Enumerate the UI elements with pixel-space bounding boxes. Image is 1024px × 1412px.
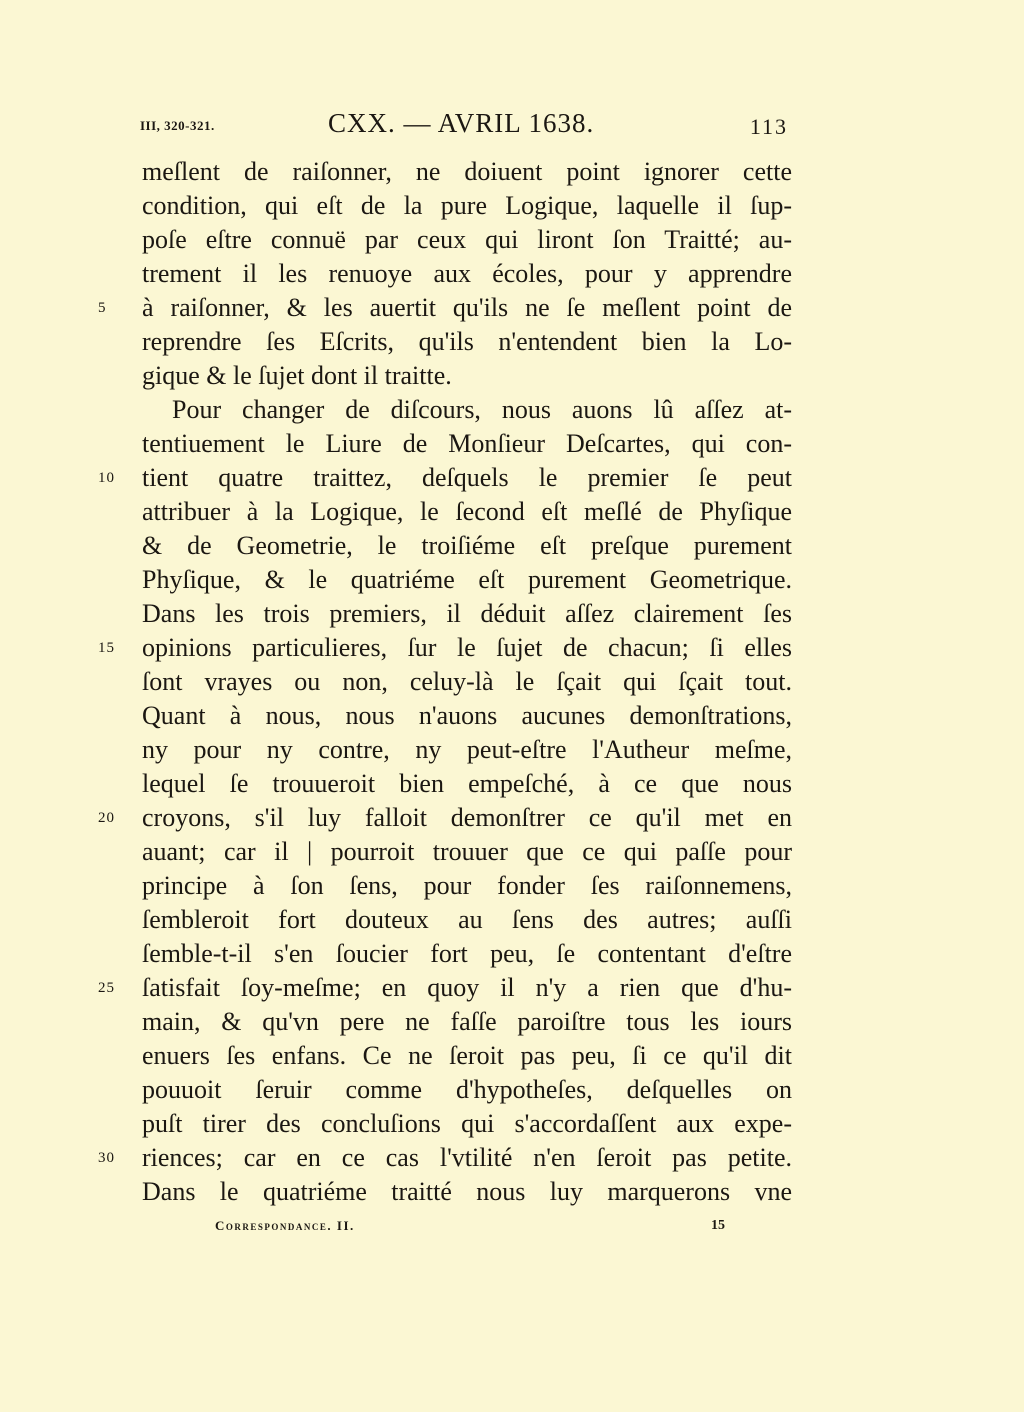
text-line: & de Geometrie, le troiſiéme eſt preſque purement bbox=[142, 531, 792, 560]
text-line: attribuer à la Logique, le ſecond eſt meſlé de Phyſique bbox=[142, 497, 792, 526]
text-line: ny pour ny contre, ny peut-eſtre l'Autheur meſme, bbox=[142, 735, 792, 764]
page-number: 113 bbox=[749, 114, 788, 139]
line-number: 20 bbox=[98, 810, 115, 826]
line-number: 15 bbox=[98, 640, 115, 656]
text-line: Phyſique, & le quatriéme eſt purement Geometrique. bbox=[142, 565, 792, 594]
line-number: 5 bbox=[98, 300, 107, 316]
text-line: ſont vrayes ou non, celuy-là le ſçait qui ſçait tout. bbox=[142, 667, 792, 696]
text-line: poſe eſtre connuë par ceux qui liront ſon Traitté; au- bbox=[142, 225, 792, 254]
text-line: Quant à nous, nous n'auons aucunes demonſtrations, bbox=[142, 701, 792, 730]
line-number: 30 bbox=[98, 1150, 115, 1166]
text-line: lequel ſe trouueroit bien empeſché, à ce que nous bbox=[142, 769, 792, 798]
paragraph-start-line: Pour changer de diſcours, nous auons lû aſſez at- bbox=[172, 395, 792, 424]
text-line: enuers ſes enfans. Ce ne ſeroit pas peu, ſi ce qu'il dit bbox=[142, 1041, 792, 1070]
text-line: ſemble-t-il s'en ſoucier fort peu, ſe contentant d'eſtre bbox=[142, 939, 792, 968]
text-line: 20 croyons, s'il luy falloit demonſtrer ce qu'il met en bbox=[142, 801, 792, 835]
text-line: pouuoit ſeruir comme d'hypotheſes, deſquelles on bbox=[142, 1075, 792, 1104]
text-line: trement il les renuoye aux écoles, pour y apprendre bbox=[142, 259, 792, 288]
text-line: meſlent de raiſonner, ne doiuent point ignorer cette bbox=[142, 157, 792, 186]
text-line: condition, qui eſt de la pure Logique, laquelle il ſup- bbox=[142, 191, 792, 220]
text-line: 5 à raiſonner, & les auertit qu'ils ne ſe meſlent point de bbox=[142, 291, 792, 325]
text-line: 15 opinions particulieres, ſur le ſujet de chacun; ſi elles bbox=[142, 631, 792, 665]
letter-title: CXX. — AVRIL 1638. bbox=[328, 108, 595, 138]
running-header bbox=[140, 108, 792, 148]
page-footer bbox=[215, 1218, 725, 1242]
text-line: 30 riences; car en ce cas l'vtilité n'en ſeroit pas petite. bbox=[142, 1141, 792, 1175]
text-line: ſembleroit fort douteux au ſens des autres; auſſi bbox=[142, 905, 792, 934]
text-line: Dans les trois premiers, il déduit aſſez clairement ſes bbox=[142, 599, 792, 628]
text-line: 25 ſatisfait ſoy-meſme; en quoy il n'y a rien que d'hu- bbox=[142, 971, 792, 1005]
sheet-number: 15 bbox=[711, 1218, 725, 1233]
text-line: puſt tirer des concluſions qui s'accordaſſent aux expe- bbox=[142, 1109, 792, 1138]
text-line: 10 tient quatre traittez, deſquels le premier ſe peut bbox=[142, 461, 792, 495]
volume-reference: III, 320-321. bbox=[140, 118, 215, 133]
text-line: gique & le ſujet dont il traitte. bbox=[142, 361, 452, 390]
letter-body bbox=[98, 155, 792, 1209]
signature-mark: Correspondance. II. bbox=[215, 1218, 355, 1233]
text-line: auant; car il | pourroit trouuer que ce qui paſſe pour bbox=[142, 837, 792, 866]
text-line: principe à ſon ſens, pour fonder ſes raiſonnemens, bbox=[142, 871, 792, 900]
text-line: reprendre ſes Eſcrits, qu'ils n'entendent bien la Lo- bbox=[142, 327, 792, 356]
text-line: tentiuement le Liure de Monſieur Deſcartes, qui con- bbox=[142, 429, 792, 458]
line-number: 25 bbox=[98, 980, 115, 996]
text-line: main, & qu'vn pere ne faſſe paroiſtre tous les iours bbox=[142, 1007, 792, 1036]
text-line: Dans le quatriéme traitté nous luy marquerons vne bbox=[142, 1177, 792, 1206]
line-number: 10 bbox=[98, 470, 115, 486]
